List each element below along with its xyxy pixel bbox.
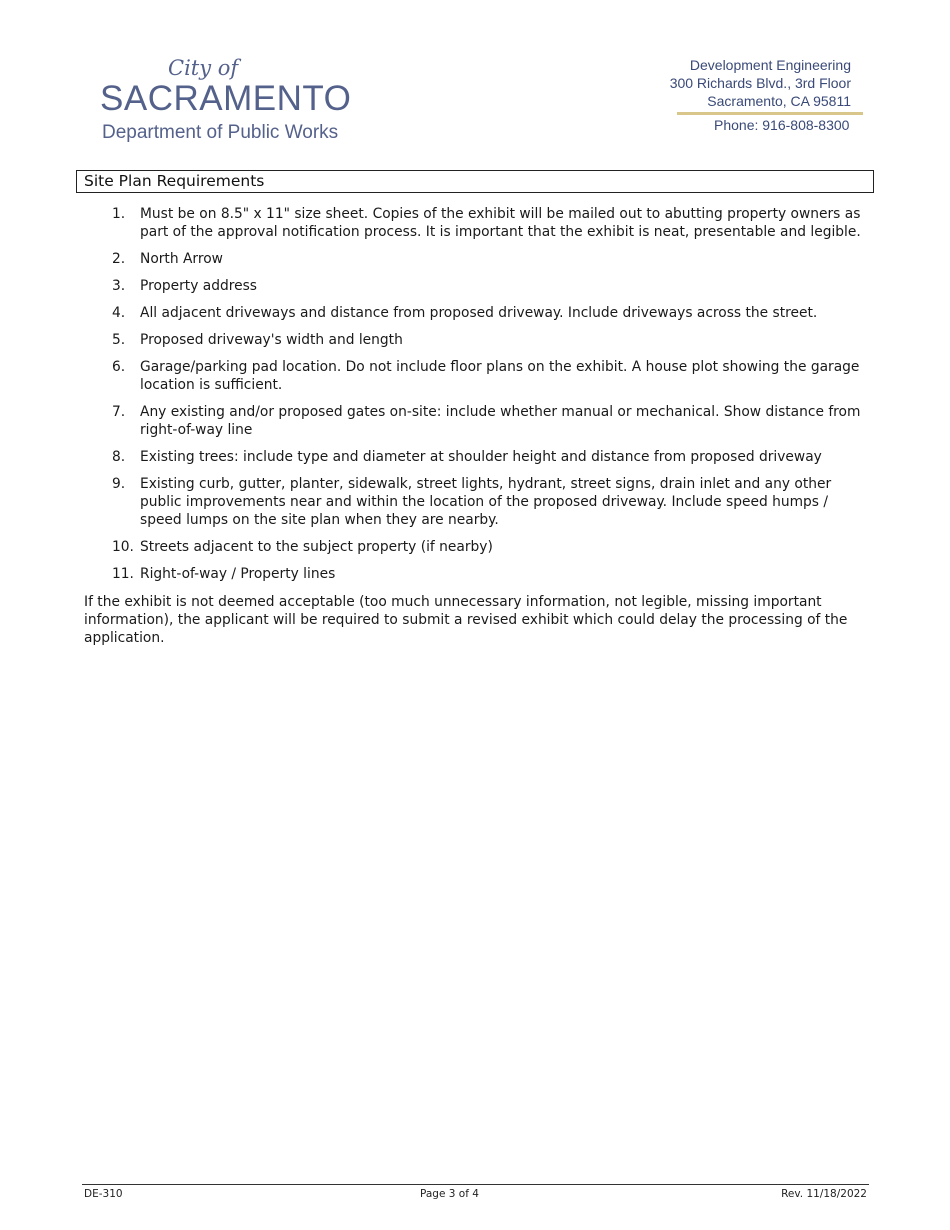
item-number: 3.: [112, 278, 126, 294]
item-number: 7.: [112, 404, 126, 420]
section-header: [76, 170, 874, 193]
item-number: 11.: [112, 566, 134, 582]
item-number: 4.: [112, 305, 126, 321]
list-item: [0, 403, 950, 439]
logo-sacramento: SACRAMENTO: [100, 79, 352, 118]
revision-date: Rev. 11/18/2022: [781, 1188, 867, 1200]
logo-department: Department of Public Works: [102, 122, 339, 143]
list-item: [0, 277, 950, 295]
item-text: All adjacent driveways and distance from proposed driveway. Include driveways across the street.: [140, 305, 818, 321]
closing-paragraph: If the exhibit is not deemed acceptable (too much unnecessary information, not legible, missing important information), the applicant will be required to submit a revised exhibit which could delay the processing of the application.: [84, 594, 848, 646]
list-item: [0, 205, 950, 241]
requirements-list: [0, 205, 950, 592]
item-text: North Arrow: [140, 251, 223, 267]
item-number: 10.: [112, 539, 134, 555]
list-item: [0, 304, 950, 322]
item-number: 5.: [112, 332, 126, 348]
list-item: [0, 475, 950, 529]
item-number: 2.: [112, 251, 126, 267]
form-id: DE-310: [84, 1188, 123, 1200]
contact-street: 300 Richards Blvd., 3rd Floor: [669, 75, 851, 91]
contact-address: [670, 56, 851, 110]
item-number: 6.: [112, 359, 126, 375]
list-item: [0, 538, 950, 556]
item-text: Existing curb, gutter, planter, sidewalk, street lights, hydrant, street signs, drain inlet and any other public improvements near and within the location of the proposed driveway. Include speed humps / speed lumps on the site plan when they are nearby.: [140, 476, 832, 528]
contact-city: Sacramento, CA 95811: [707, 93, 851, 109]
item-number: 8.: [112, 449, 126, 465]
item-text: Garage/parking pad location. Do not include floor plans on the exhibit. A house plot showing the garage location is sufficient.: [140, 359, 860, 393]
list-item: [0, 565, 950, 583]
item-text: Must be on 8.5" x 11" size sheet. Copies of the exhibit will be mailed out to abutting property owners as part of the approval notification process. It is important that the exhibit is neat, presentable and legible.: [140, 206, 861, 240]
list-item: [0, 358, 950, 394]
contact-division: Development Engineering: [689, 57, 851, 73]
list-item: [0, 448, 950, 466]
item-text: Any existing and/or proposed gates on-site: include whether manual or mechanical. Show distance from right-of-way line: [140, 404, 861, 438]
address-divider: [677, 112, 863, 115]
logo-city-of: City of: [168, 56, 239, 80]
list-item: [0, 331, 950, 349]
city-logo: [100, 56, 360, 146]
item-number: 1.: [112, 206, 126, 222]
item-number: 9.: [112, 476, 126, 492]
page-number: Page 3 of 4: [420, 1188, 479, 1200]
section-title: Site Plan Requirements: [84, 172, 265, 190]
item-text: Right-of-way / Property lines: [140, 566, 336, 582]
item-text: Property address: [140, 278, 257, 294]
item-text: Streets adjacent to the subject property (if nearby): [140, 539, 493, 555]
item-text: Proposed driveway's width and length: [140, 332, 403, 348]
contact-phone: Phone: 916-808-8300: [714, 117, 850, 133]
footer-divider: [82, 1184, 869, 1185]
item-text: Existing trees: include type and diameter at shoulder height and distance from proposed driveway: [140, 449, 822, 465]
list-item: [0, 250, 950, 268]
